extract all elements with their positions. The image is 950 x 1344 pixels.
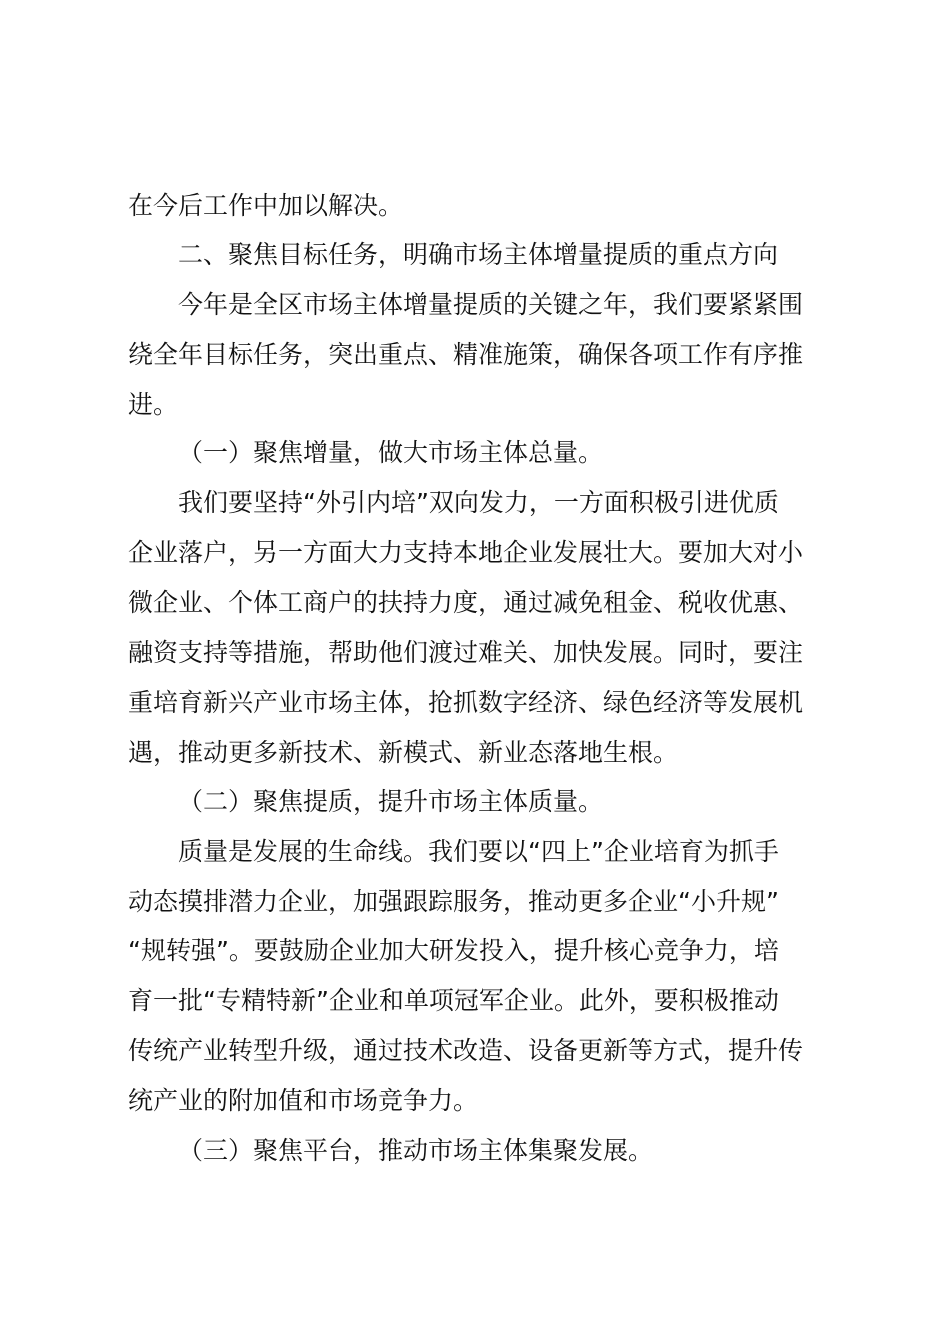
line-text: 质量是发展的生命线。我们要以“四上”企业培育为抓手 <box>178 837 779 866</box>
text-line <box>0 882 950 922</box>
line-text: 今年是全区市场主体增量提质的关键之年，我们要紧紧围 <box>178 290 804 319</box>
text-line <box>0 981 950 1021</box>
text-line <box>0 186 950 226</box>
line-text: 绕全年目标任务，突出重点、精准施策，确保各项工作有序推 <box>128 340 804 369</box>
line-text: 统产业的附加值和市场竞争力。 <box>128 1086 479 1115</box>
text-line <box>0 1031 950 1071</box>
text-line <box>0 285 950 325</box>
text-line <box>0 1081 950 1121</box>
line-text: （一）聚焦增量，做大市场主体总量。 <box>178 438 604 467</box>
line-text: 传统产业转型升级，通过技术改造、设备更新等方式，提升传 <box>128 1036 804 1065</box>
section-heading <box>0 235 950 275</box>
line-text: 微企业、个体工商户的扶持力度，通过减免租金、税收优惠、 <box>128 588 804 617</box>
text-line <box>0 335 950 375</box>
text-line <box>0 931 950 971</box>
text-line <box>0 583 950 623</box>
line-text: 二、聚焦目标任务，明确市场主体增量提质的重点方向 <box>178 240 779 269</box>
line-text: 进。 <box>128 390 179 419</box>
text-line <box>0 832 950 872</box>
line-text: 育一批“专精特新”企业和单项冠军企业。此外，要积极推动 <box>128 986 779 1015</box>
text-line <box>0 733 950 773</box>
line-text: 重培育新兴产业市场主体，抢抓数字经济、绿色经济等发展机 <box>128 688 804 717</box>
subsection-heading <box>0 1131 950 1171</box>
subsection-heading <box>0 433 950 473</box>
line-text: 融资支持等措施，帮助他们渡过难关、加快发展。同时，要注 <box>128 638 804 667</box>
text-line <box>0 633 950 673</box>
text-line <box>0 683 950 723</box>
line-text: （三）聚焦平台，推动市场主体集聚发展。 <box>178 1136 654 1165</box>
subsection-heading <box>0 782 950 822</box>
text-line <box>0 385 950 425</box>
line-text: “规转强”。要鼓励企业加大研发投入，提升核心竞争力，培 <box>128 936 779 965</box>
text-line <box>0 483 950 523</box>
line-text: 遇，推动更多新技术、新模式、新业态落地生根。 <box>128 738 679 767</box>
line-text: 在今后工作中加以解决。 <box>128 191 404 220</box>
line-text: 动态摸排潜力企业，加强跟踪服务，推动更多企业“小升规” <box>128 887 779 916</box>
text-line <box>0 533 950 573</box>
line-text: 我们要坚持“外引内培”双向发力，一方面积极引进优质 <box>178 488 779 517</box>
line-text: 企业落户，另一方面大力支持本地企业发展壮大。要加大对小 <box>128 538 804 567</box>
line-text: （二）聚焦提质，提升市场主体质量。 <box>178 787 604 816</box>
